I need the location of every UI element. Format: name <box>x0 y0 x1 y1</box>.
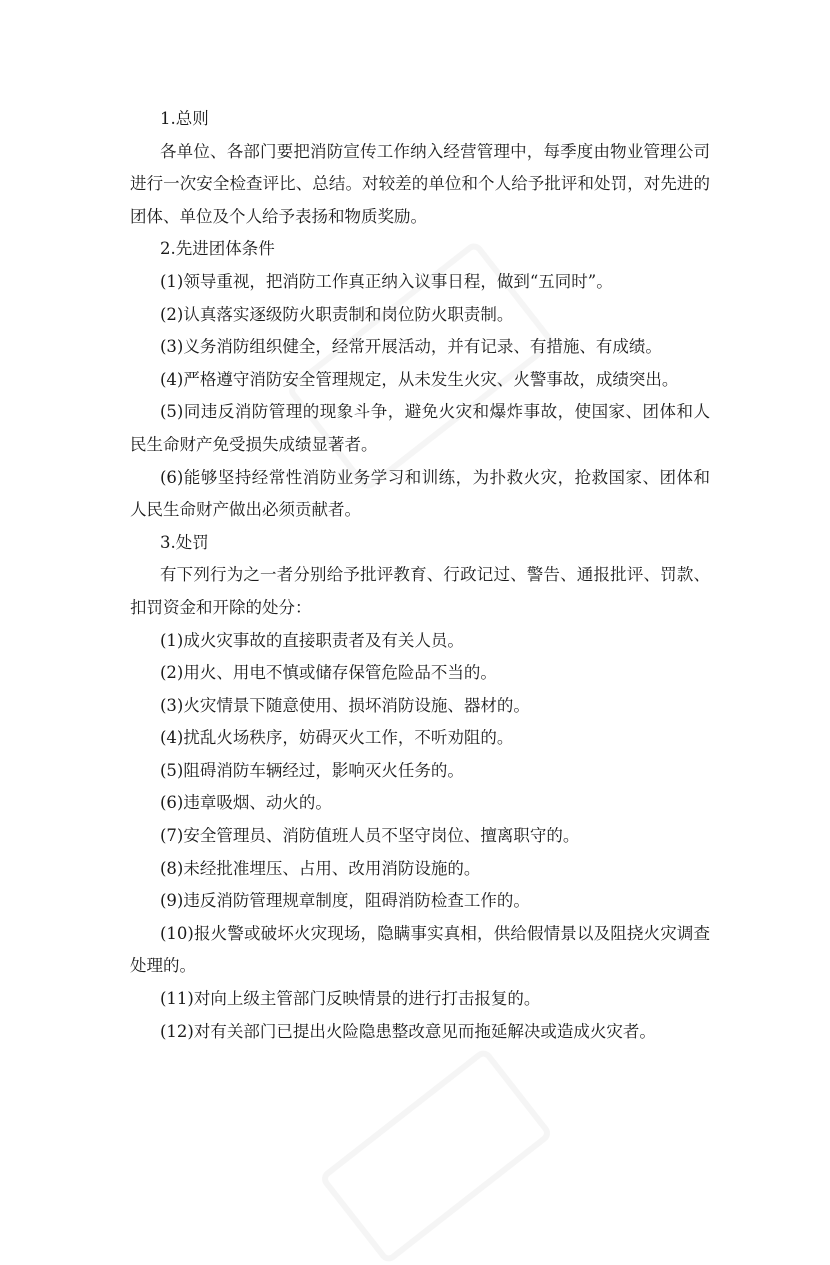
list-item: (4)扰乱火场秩序，妨碍灭火工作，不听劝阻的。 <box>160 728 514 748</box>
section-heading: 3.处罚 <box>160 532 209 552</box>
paragraph: 各单位、各部门要把消防宣传工作纳入经营管理中，每季度由物业管理公司进行一次安全检查评比、总结。对较差的单位和个人给予批评和处罚，对先进的团体、单位及个人给予表扬和物质奖励。 <box>130 141 710 226</box>
list-item: (8)未经批准埋压、占用、改用消防设施的。 <box>160 858 481 878</box>
list-item: (6)违章吸烟、动火的。 <box>160 793 332 813</box>
list-item: (12)对有关部门已提出火险隐患整改意见而拖延解决或造成火灾者。 <box>160 1021 656 1041</box>
list-item: (10)报火警或破坏火灾现场，隐瞒事实真相，供给假情景以及阻挠火灾调查处理的。 <box>130 923 710 976</box>
paragraph: 有下列行为之一者分别给予批评教育、行政记过、警告、通报批评、罚款、扣罚资金和开除的处分： <box>130 565 710 617</box>
list-item: (4)严格遵守消防安全管理规定，从未发生火灾、火警事故，成绩突出。 <box>160 369 679 389</box>
list-item: (7)安全管理员、消防值班人员不坚守岗位、擅离职守的。 <box>160 826 580 846</box>
list-item: (2)认真落实逐级防火职责制和岗位防火职责制。 <box>160 304 514 324</box>
list-item: (6)能够坚持经常性消防业务学习和训练，为扑救火灾，抢救国家、团体和人民生命财产做出必须贡献者。 <box>130 467 710 520</box>
list-item: (11)对向上级主管部门反映情景的进行打击报复的。 <box>160 989 541 1009</box>
list-item: (1)成火灾事故的直接职责者及有关人员。 <box>160 630 464 650</box>
list-item: (9)违反消防管理规章制度，阻碍消防检查工作的。 <box>160 891 530 911</box>
list-item: (3)义务消防组织健全，经常开展活动，并有记录、有措施、有成绩。 <box>160 337 662 357</box>
document-body <box>130 103 710 1048</box>
section-heading: 2.先进团体条件 <box>160 239 275 259</box>
list-item: (5)同违反消防管理的现象斗争，避免火灾和爆炸事故，使国家、团体和人民生命财产免受损失成绩显著者。 <box>130 402 710 454</box>
list-item: (2)用火、用电不慎或储存保管危险品不当的。 <box>160 663 497 683</box>
watermark-graphic <box>318 1047 554 1265</box>
list-item: (3)火灾情景下随意使用、损坏消防设施、器材的。 <box>160 695 530 715</box>
list-item: (5)阻碍消防车辆经过，影响灭火任务的。 <box>160 760 464 780</box>
section-heading: 1.总则 <box>160 109 209 128</box>
list-item: (1)领导重视，把消防工作真正纳入议事日程，做到“五同时”。 <box>160 271 613 291</box>
